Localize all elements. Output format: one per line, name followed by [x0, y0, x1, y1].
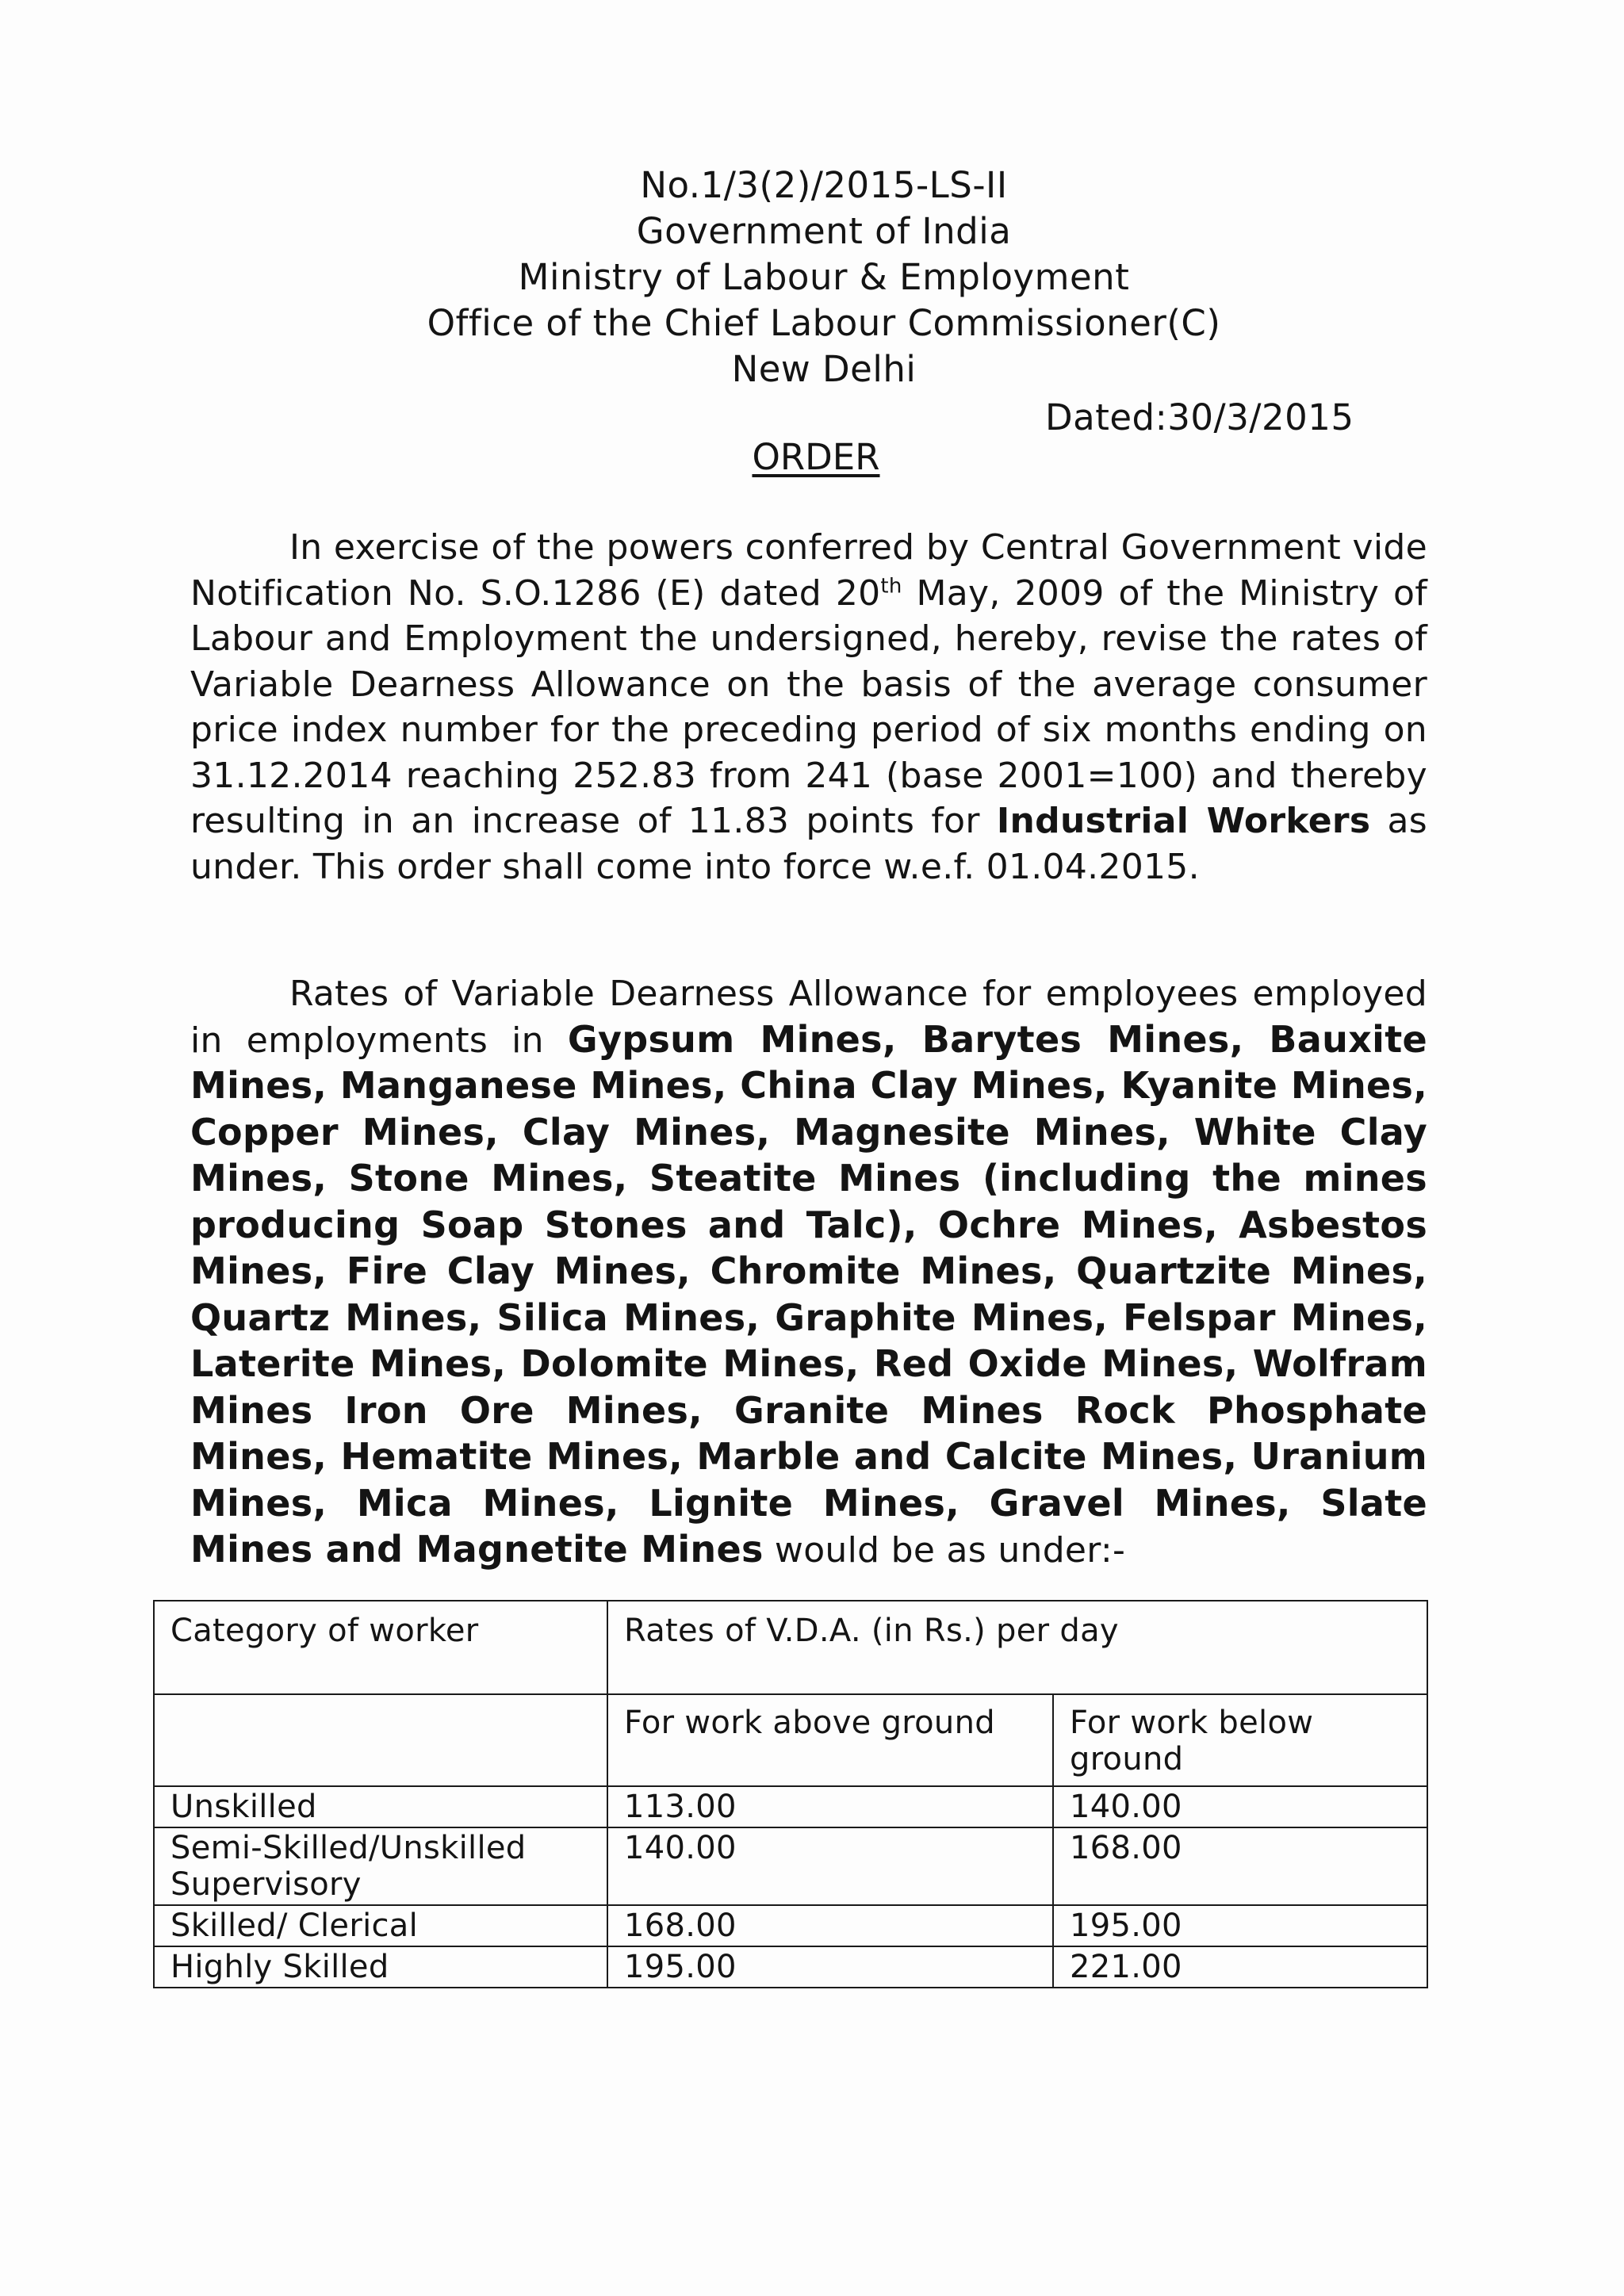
date-line: Dated:30/3/2015: [1045, 396, 1354, 438]
category-cell: Highly Skilled: [154, 1946, 607, 1988]
table-row: [154, 1905, 1427, 1946]
government-line: Government of India: [636, 210, 1012, 252]
table-row: [154, 1946, 1427, 1988]
order-paragraph-2: [190, 971, 1427, 1574]
above-ground-rate: 113.00: [607, 1786, 1053, 1827]
table-row: [154, 1827, 1427, 1905]
above-ground-rate: 168.00: [607, 1905, 1053, 1946]
order-paragraph-1: [190, 525, 1427, 890]
below-ground-rate: 195.00: [1053, 1905, 1427, 1946]
subheader-above-ground: For work above ground: [607, 1694, 1053, 1786]
city-line: New Delhi: [731, 348, 917, 390]
office-line: Office of the Chief Labour Commissioner(C): [427, 302, 1221, 344]
table-header-row: [154, 1601, 1427, 1694]
para1-text-a: In exercise of the powers conferred by Central Government vide Notification No. S.O.1286 (E) dated 20: [190, 527, 1427, 614]
vda-rates-table: [153, 1600, 1428, 1988]
above-ground-rate: 140.00: [607, 1827, 1053, 1905]
below-ground-rate: 140.00: [1053, 1786, 1427, 1827]
para1-text-c: as under. This order shall come into force w.e.f. 01.04.2015.: [190, 801, 1427, 887]
para2-text-a: Rates of Variable Dearness Allowance for employees employed in employments in: [190, 974, 1427, 1061]
para1-text-b: May, 2009 of the Ministry of Labour and Employment the undersigned, hereby, revise the rates of Variable Dearness Allowance on the basis of the average consumer price index number for the preceding period of six months ending on 31.12.2014 reaching 252.83 from 241 (base 2001=100) and thereby resulting in an increase of 11.83 points for: [190, 572, 1427, 841]
category-cell: Skilled/ Clerical: [154, 1905, 607, 1946]
subheader-below-ground: For work below ground: [1053, 1694, 1427, 1786]
para2-text-b: would be as under:-: [763, 1530, 1126, 1571]
table-subheader-row: [154, 1694, 1427, 1786]
category-cell: Unskilled: [154, 1786, 607, 1827]
below-ground-rate: 221.00: [1053, 1946, 1427, 1988]
above-ground-rate: 195.00: [607, 1946, 1053, 1988]
header-rates-cell: Rates of V.D.A. (in Rs.) per day: [607, 1601, 1427, 1694]
letterhead: [0, 163, 1624, 392]
para1-superscript: th: [880, 573, 902, 598]
subheader-empty-cell: [154, 1694, 607, 1786]
mines-list: Gypsum Mines, Barytes Mines, Bauxite Mines, Manganese Mines, China Clay Mines, Kyanite Mines, Copper Mines, Clay Mines, Magnesite Mines, White Clay Mines, Stone Mines, Steatite Mines (including the mines producing Soap Stones and Talc), Ochre Mines, Asbestos Mines, Fire Clay Mines, Chromite Mines, Quartzite Mines, Quartz Mines, Silica Mines, Graphite Mines, Felspar Mines, Laterite Mines, Dolomite Mines, Red Oxide Mines, Wolfram Mines Iron Ore Mines, Granite Mines Rock Phosphate Mines, Hematite Mines, Marble and Calcite Mines, Uranium Mines, Mica Mines, Lignite Mines, Gravel Mines, Slate Mines and Magnetite Mines: [190, 1017, 1428, 1571]
industrial-workers-label: Industrial Workers: [996, 801, 1371, 841]
order-title: ORDER: [752, 436, 880, 478]
below-ground-rate: 168.00: [1053, 1827, 1427, 1905]
category-cell: Semi-Skilled/Unskilled Supervisory: [154, 1827, 607, 1905]
table-row: [154, 1786, 1427, 1827]
header-category-cell: Category of worker: [154, 1601, 607, 1694]
ministry-line: Ministry of Labour & Employment: [518, 256, 1130, 298]
reference-number: No.1/3(2)/2015-LS-II: [640, 164, 1008, 206]
